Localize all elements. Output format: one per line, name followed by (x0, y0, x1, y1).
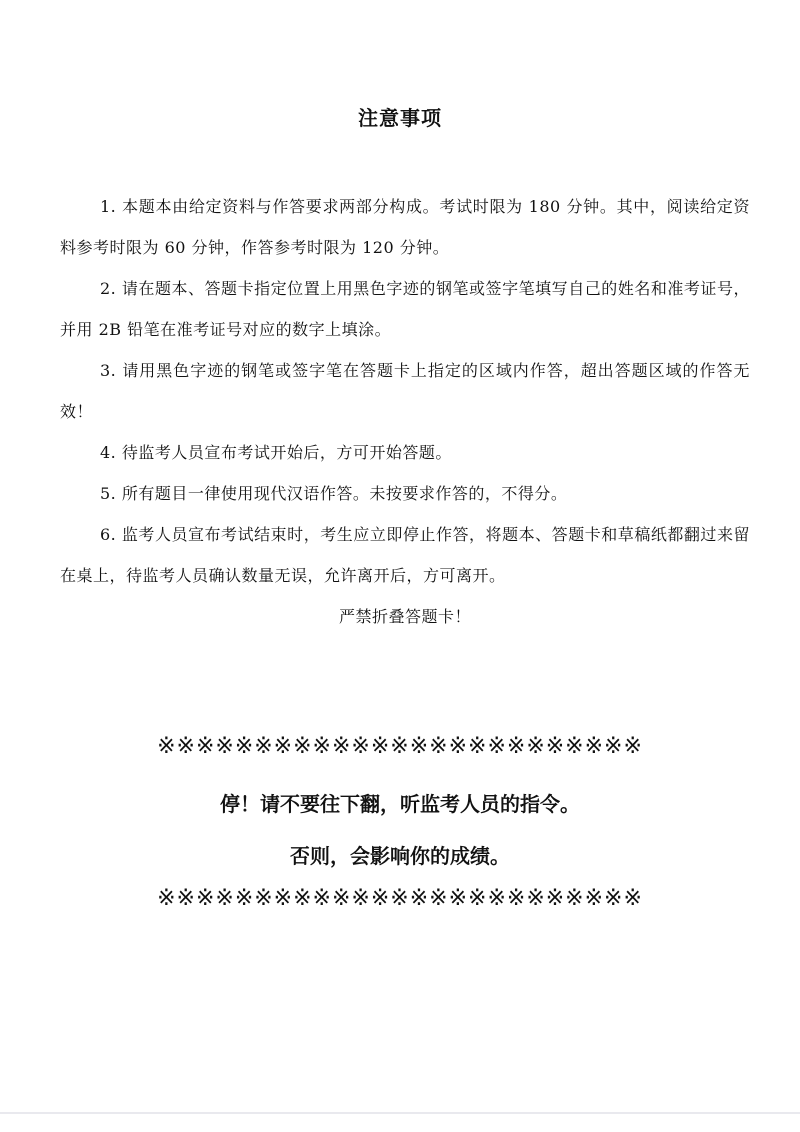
instruction-item-5: 5. 所有题目一律使用现代汉语作答。未按要求作答的，不得分。 (100, 484, 568, 503)
decorative-star-row-bottom: ※※※※※※※※※※※※※※※※※※※※※※※※※ (157, 886, 643, 911)
page-bottom-edge (0, 1112, 800, 1114)
instruction-item-6: 6. 监考人员宣布考试结束时，考生应立即停止作答，将题本、答题卡和草稿纸都翻过来留在桌上，待监考人员确认数量无误，允许离开后，方可离开。 (60, 525, 750, 585)
decorative-star-row-top: ※※※※※※※※※※※※※※※※※※※※※※※※※ (157, 734, 643, 759)
instruction-item-1: 1. 本题本由给定资料与作答要求两部分构成。考试时限为 180 分钟。其中，阅读给定资料参考时限为 60 分钟，作答参考时限为 120 分钟。 (60, 197, 750, 257)
instructions-list (60, 186, 750, 637)
page-title: 注意事项 (358, 106, 442, 130)
no-folding-warning: 严禁折叠答题卡！ (338, 607, 471, 626)
instruction-item-4: 4. 待监考人员宣布考试开始后，方可开始答题。 (100, 443, 452, 462)
stop-instruction: 停！请不要往下翻，听监考人员的指令。 (220, 792, 580, 816)
instruction-item-2: 2. 请在题本、答题卡指定位置上用黑色字迹的钢笔或签字笔填写自己的姓名和准考证号，并用 2B 铅笔在准考证号对应的数字上填涂。 (60, 279, 750, 339)
instruction-item-3: 3. 请用黑色字迹的钢笔或签字笔在答题卡上指定的区域内作答，超出答题区域的作答无效！ (60, 361, 750, 421)
stop-warning: 否则，会影响你的成绩。 (290, 844, 510, 868)
